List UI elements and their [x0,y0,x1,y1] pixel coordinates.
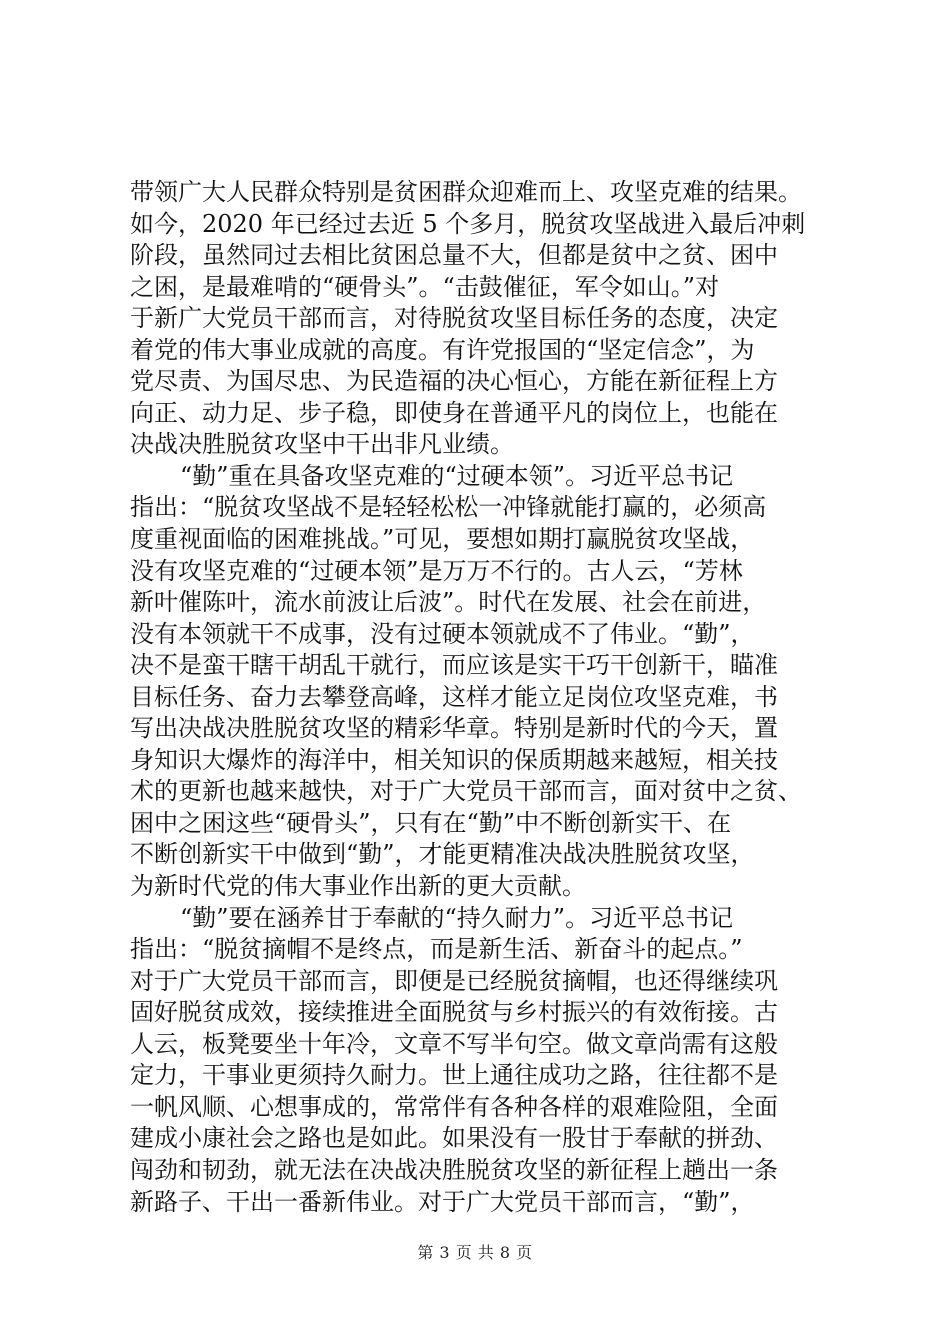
text-line: 人云，板凳要坐十年冷，文章不写半句空。做文章尚需有这般 [130,1029,778,1058]
text-line: 指出：“脱贫摘帽不是终点，而是新生活、新奋斗的起点。” [130,935,743,964]
text-line: 新路子、干出一番新伟业。对于广大党员干部而言，“勤”， [130,1187,755,1216]
text-line: 带领广大人民群众特别是贫困群众迎难而上、攻坚克难的结果。 [130,178,802,206]
text-line: 新叶催陈叶，流水前波让后波”。时代在发展、社会在前进， [130,588,767,617]
text-line: 定力，干事业更须持久耐力。世上通往成功之路，往往都不是 [130,1061,778,1090]
text-line: 着党的伟大事业成就的高度。有许党报国的“坚定信念”，为 [130,335,755,364]
text-line: 决不是蛮干瞎干胡乱干就行，而应该是实干巧干创新干，瞄准 [130,651,778,680]
text-line: 不断创新实干中做到“勤”，才能更精准决战决胜脱贫攻坚， [130,840,755,869]
text-line: 困中之困这些“硬骨头”，只有在“勤”中不断创新实干、在 [130,808,732,837]
text-line: 之困，是最难啃的“硬骨头”。“击鼓催征，军令如山。”对 [130,272,720,301]
text-line: 身知识大爆炸的海洋中，相关知识的保质期越来越短，相关技 [130,745,778,774]
text-line: 写出决战决胜脱贫攻坚的精彩华章。特别是新时代的今天，置 [130,714,778,743]
text-line: 一帆风顺、心想事成的，常常伴有各种各样的艰难险阻，全面 [130,1092,778,1121]
text-line: 建成小康社会之路也是如此。如果没有一股甘于奉献的拼劲、 [130,1124,778,1153]
page-footer: 第 3 页 共 8 页 [417,1243,533,1262]
text-line: “勤”重在具备攻坚克难的“过硬本领”。习近平总书记 [180,461,734,490]
body-text [130,177,830,1218]
text-line: 指出：“脱贫攻坚战不是轻轻松松一冲锋就能打赢的，必须高 [130,493,767,522]
text-line: 于新广大党员干部而言，对待脱贫攻坚目标任务的态度，决定 [130,304,778,333]
text-line: 闯劲和韧劲，就无法在决战决胜脱贫攻坚的新征程上趟出一条 [130,1155,778,1184]
text-line: 阶段，虽然同过去相比贫困总量不大，但都是贫中之贫、困中 [130,241,778,270]
text-line: 决战决胜脱贫攻坚中干出非凡业绩。 [130,430,514,459]
text-line: 术的更新也越来越快，对于广大党员干部而言，面对贫中之贫、 [130,777,802,806]
text-line: 对于广大党员干部而言，即便是已经脱贫摘帽，也还得继续巩 [130,966,778,995]
text-line: 度重视面临的困难挑战。”可见，要想如期打赢脱贫攻坚战， [130,525,755,554]
text-line: 没有攻坚克难的“过硬本领”是万万不行的。古人云，“芳林 [130,556,743,585]
text-line: 目标任务、奋力去攀登高峰，这样才能立足岗位攻坚克难，书 [130,682,778,711]
text-line: 没有本领就干不成事，没有过硬本领就成不了伟业。“勤”， [130,619,755,648]
text-line: 党尽责、为国尽忠、为民造福的决心恒心，方能在新征程上方 [130,367,778,396]
text-line: 固好脱贫成效，接续推进全面脱贫与乡村振兴的有效衔接。古 [130,998,778,1027]
text-line: 为新时代党的伟大事业作出新的更大贡献。 [130,872,586,901]
text-line: “勤”要在涵养甘于奉献的“持久耐力”。习近平总书记 [180,903,734,932]
text-line: 向正、动力足、步子稳，即使身在普通平凡的岗位上，也能在 [130,398,778,427]
text-line: 如今，2020 年已经过去近 5 个多月，脱贫攻坚战进入最后冲刺 [130,209,806,238]
